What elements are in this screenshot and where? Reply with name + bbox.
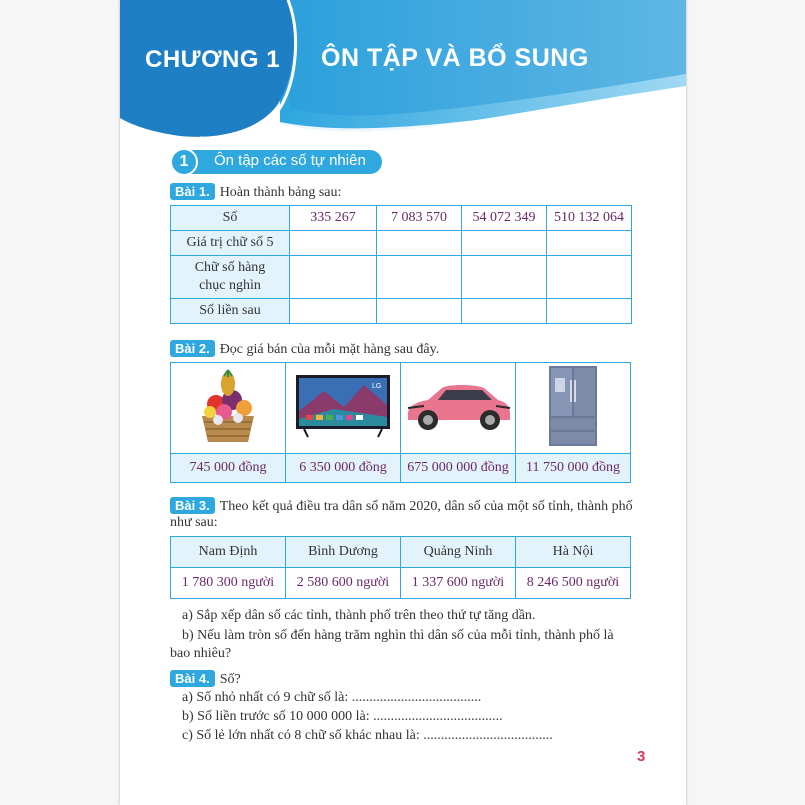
place-header: Hà Nội [516, 537, 631, 568]
car-image [401, 363, 516, 454]
price-cell: 11 750 000 đồng [516, 454, 631, 483]
exercise-1-tag: Bài 1. [170, 183, 215, 200]
population-cell: 8 246 500 người [516, 568, 631, 599]
exercise-4-tag: Bài 4. [170, 670, 215, 687]
television-image [286, 363, 401, 454]
car-icon [404, 376, 512, 436]
fruit-basket-image [171, 363, 286, 454]
exercise-4-text: Số? [219, 672, 241, 687]
exercise-2-table [170, 362, 631, 483]
exercise-3-heading [170, 497, 633, 515]
refrigerator-image [516, 363, 631, 454]
row-label-line: Chữ số hàng [194, 260, 266, 275]
exercise-3-text-continued: như sau: [170, 515, 218, 530]
exercise-2-heading [170, 340, 439, 358]
answer-cell[interactable] [462, 231, 547, 256]
exercise-1-text: Hoàn thành bảng sau: [219, 185, 342, 200]
exercise-1-heading [170, 183, 341, 201]
answer-cell[interactable] [290, 231, 377, 256]
exercise-4-question-c: c) Số lẻ lớn nhất có 8 chữ số khác nhau là: ..................................... [182, 728, 553, 743]
refrigerator-icon [543, 364, 603, 448]
population-cell: 1 780 300 người [171, 568, 286, 599]
chapter-label: CHƯƠNG 1 [145, 46, 281, 73]
place-header: Bình Dương [286, 537, 401, 568]
answer-cell[interactable] [547, 299, 632, 324]
exercise-4-question-a: a) Số nhỏ nhất có 9 chữ số là: ..................................... [182, 690, 482, 705]
price-cell: 675 000 000 đồng [401, 454, 516, 483]
row-label-gia-tri: Giá trị chữ số 5 [171, 231, 290, 256]
answer-cell[interactable] [290, 256, 377, 299]
place-header: Nam Định [171, 537, 286, 568]
table-header-so: Số [171, 206, 290, 231]
exercise-3-text: Theo kết quả điều tra dân số năm 2020, dân số của một số tỉnh, thành phố [219, 499, 633, 514]
exercise-1-table [170, 205, 632, 324]
population-cell: 2 580 600 người [286, 568, 401, 599]
answer-cell[interactable] [377, 256, 462, 299]
answer-cell[interactable] [377, 231, 462, 256]
exercise-2-tag: Bài 2. [170, 340, 215, 357]
book-page [120, 0, 686, 805]
answer-cell[interactable] [462, 256, 547, 299]
place-header: Quảng Ninh [401, 537, 516, 568]
exercise-3-tag: Bài 3. [170, 497, 215, 514]
number-cell: 510 132 064 [547, 206, 632, 231]
chapter-title: ÔN TẬP VÀ BỔ SUNG [321, 44, 589, 72]
price-cell: 745 000 đồng [171, 454, 286, 483]
exercise-4-question-b: b) Số liền trước số 10 000 000 là: ..................................... [182, 709, 503, 724]
number-cell: 335 267 [290, 206, 377, 231]
number-cell: 54 072 349 [462, 206, 547, 231]
answer-cell[interactable] [547, 256, 632, 299]
tv-icon [294, 371, 392, 441]
number-cell: 7 083 570 [377, 206, 462, 231]
price-cell: 6 350 000 đồng [286, 454, 401, 483]
population-table [170, 536, 631, 599]
exercise-3-question-b-continued: bao nhiêu? [170, 646, 232, 661]
answer-cell[interactable] [290, 299, 377, 324]
exercise-3-question-b: b) Nếu làm tròn số đến hàng trăm nghìn thì dân số của mỗi tỉnh, thành phố là [182, 628, 614, 643]
answer-cell[interactable] [462, 299, 547, 324]
exercise-4-heading [170, 670, 241, 688]
exercise-2-text: Đọc giá bán của mỗi mặt hàng sau đây. [219, 342, 440, 357]
section-title: Ôn tập các số tự nhiên [214, 152, 366, 169]
tv-brand: LG [372, 382, 382, 390]
row-label-line: chục nghìn [199, 278, 261, 293]
exercise-3-question-a: a) Sắp xếp dân số các tỉnh, thành phố trên theo thứ tự tăng dần. [182, 608, 536, 623]
page-number: 3 [637, 748, 646, 765]
answer-cell[interactable] [547, 231, 632, 256]
population-cell: 1 337 600 người [401, 568, 516, 599]
answer-cell[interactable] [377, 299, 462, 324]
row-label-chu-so-hang [171, 256, 290, 299]
fruit-basket-icon [188, 366, 268, 446]
row-label-so-lien-sau: Số liền sau [171, 299, 290, 324]
section-number: 1 [170, 148, 198, 176]
